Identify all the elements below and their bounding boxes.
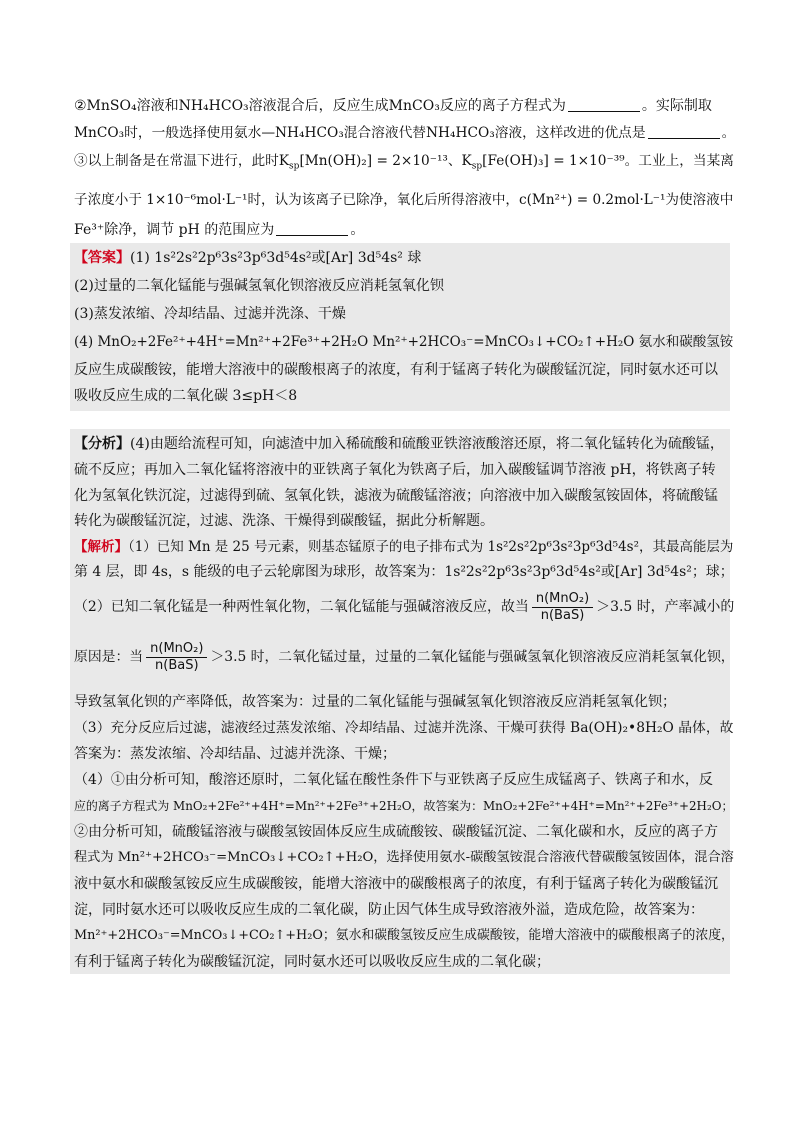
solution-text: （3）充分反应后过滤，滤液经过蒸发浓缩、冷却结晶、过滤并洗涤、干燥可获得 Ba(OH)₂•8H₂O 晶体，故 <box>74 720 734 736</box>
solution-text: 导致氢氧化钡的产率降低，故答案为：过量的二氧化锰能与强碱氢氧化钡溶液反应消耗氢氧化钡； <box>74 694 676 710</box>
question-text: 。 <box>350 222 365 238</box>
solution-text: （4）①由分析可知，酸溶还原时，二氧化锰在酸性条件下与亚铁离子反应生成锰离子、铁离子和水，反 <box>74 772 713 788</box>
answer-text: (3)蒸发浓缩、冷却结晶、过滤并洗涤、干燥 <box>74 306 346 322</box>
solution-line <box>74 848 734 868</box>
fraction-numerator: n(MnO₂) <box>146 641 207 658</box>
solution-line <box>74 537 733 557</box>
answer-line <box>74 276 444 296</box>
solution-text: 淀，同时氨水还可以吸收反应生成的二氧化碳，防止因气体生成导致溶液外溢，造成危险，故答案为： <box>74 902 704 918</box>
solution-text: （2）已知二氧化锰是一种两性氧化物，二氧化锰能与强碱溶液反应，故当 <box>74 599 529 615</box>
solution-line <box>74 822 718 842</box>
solution-tag: 【解析】 <box>74 539 128 555</box>
solution-line <box>74 692 676 712</box>
answer-text: 反应生成碳酸铵，能增大溶液中的碳酸根离子的浓度，有利于锰离子转化为碳酸锰沉淀，同时氨水还可以 <box>74 362 718 378</box>
solution-line <box>74 900 704 920</box>
fraction-numerator: n(MnO₂) <box>532 591 593 608</box>
question-text: MnCO₃时，一般选择使用氨水—NH₄HCO₃混合溶液代替NH₄HCO₃溶液，这样改进的优点是 <box>74 125 646 141</box>
solution-line <box>74 744 396 764</box>
question-text: ②MnSO₄溶液和NH₄HCO₃溶液混合后，反应生成MnCO₃反应的离子方程式为 <box>74 98 566 114</box>
question-text: 。 <box>721 125 736 141</box>
question-line <box>74 151 734 177</box>
question-line <box>74 190 733 210</box>
question-text: ③以上制备是在常温下进行，此时K <box>74 153 290 169</box>
solution-line <box>74 718 733 738</box>
answer-text: 吸收反应生成的二氧化碳 3≤pH＜8 <box>74 388 298 404</box>
subscript: sp <box>289 161 300 172</box>
fraction-denominator: n(BaS) <box>540 607 585 623</box>
solution-text: ＞3.5 时，产率减小的 <box>596 599 735 615</box>
solution-text: 程式为 Mn²⁺+2HCO₃⁻=MnCO₃↓+CO₂↑+H₂O，选择使用氨水-碳酸氢铵混合溶液代替碳酸氢铵固体，混合溶 <box>74 850 734 865</box>
solution-text: ②由分析可知，硫酸锰溶液与碳酸氢铵固体反应生成硫酸铵、碳酸锰沉淀、二氧化碳和水，反应的离子方 <box>74 824 718 840</box>
question-text: [Mn(OH)₂] = 2×10⁻¹³、K <box>299 153 472 169</box>
answer-line <box>74 304 346 324</box>
answer-blank <box>276 221 348 236</box>
answer-tag: 【答案】 <box>74 250 130 266</box>
analysis-line <box>74 460 716 480</box>
question-line <box>74 123 735 143</box>
solution-text: 液中氨水和碳酸氢铵反应生成碳酸铵，能增大溶液中的碳酸根离子的浓度，有利于锰离子转化为碳酸锰沉 <box>74 876 718 892</box>
solution-line <box>74 640 735 674</box>
mole-ratio-fraction <box>146 641 207 674</box>
analysis-line <box>74 434 724 454</box>
solution-line <box>74 562 734 582</box>
analysis-text: (4)由题给流程可知，向滤渣中加入稀硫酸和硫酸亚铁溶液酸溶还原，将二氧化锰转化为硫酸锰， <box>130 436 724 452</box>
analysis-text: 硫不反应；再加入二氧化锰将溶液中的亚铁离子氧化为铁离子后，加入碳酸锰调节溶液 pH，将铁离子转 <box>74 462 716 478</box>
solution-line <box>74 926 734 946</box>
solution-text: 原因是：当 <box>74 649 144 665</box>
question-text: 。实际制取 <box>641 98 712 114</box>
analysis-line <box>74 511 494 531</box>
solution-text: ＞3.5 时，二氧化锰过量，过量的二氧化锰能与强碱氢氧化钡溶液反应消耗氢氧化钡， <box>210 649 735 665</box>
solution-text: Mn²⁺+2HCO₃⁻=MnCO₃↓+CO₂↑+H₂O；氨水和碳酸氢铵反应生成碳酸铵，能增大溶液中的碳酸根离子的浓度， <box>74 928 734 943</box>
analysis-tag: 【分析】 <box>74 436 130 452</box>
answer-blank <box>648 124 720 139</box>
answer-blank <box>568 97 640 112</box>
analysis-text: 转化为碳酸锰沉淀，过滤、洗涤、干燥得到碳酸锰，据此分析解题。 <box>74 513 494 529</box>
question-line <box>74 220 364 240</box>
fraction-denominator: n(BaS) <box>155 657 199 673</box>
solution-line <box>74 590 734 624</box>
answer-line <box>74 332 733 352</box>
question-line <box>74 96 712 116</box>
subscript: sp <box>471 161 483 172</box>
question-text: [Fe(OH)₃] = 1×10⁻³⁹。工业上，当某离 <box>482 153 734 169</box>
solution-line <box>74 952 550 972</box>
solution-line <box>74 874 718 894</box>
answer-text: (1) 1s²2s²2p⁶3s²3p⁶3d⁵4s²或[Ar] 3d⁵4s² 球 <box>130 250 422 266</box>
solution-text: 应的离子方程式为 MnO₂+2Fe²⁺+4H⁺=Mn²⁺+2Fe³⁺+2H₂O，故答案为：MnO₂+2Fe²⁺+4H⁺=Mn²⁺+2Fe³⁺+2H₂O； <box>74 799 734 813</box>
solution-line <box>74 770 713 790</box>
answer-text: (2)过量的二氧化锰能与强碱氢氧化钡溶液反应消耗氢氧化钡 <box>74 278 444 294</box>
question-text: Fe³⁺除净，调节 pH 的范围应为 <box>74 222 275 238</box>
solution-text: （1）已知 Mn 是 25 号元素，则基态锰原子的电子排布式为 1s²2s²2p⁶3s²3p⁶3d⁵4s²，其最高能层为 <box>127 539 734 555</box>
solution-text: 有利于锰离子转化为碳酸锰沉淀，同时氨水还可以吸收反应生成的二氧化碳； <box>74 954 550 970</box>
analysis-line <box>74 486 718 506</box>
solution-text: 第 4 层，即 4s，s 能级的电子云轮廓图为球形，故答案为：1s²2s²2p⁶3s²3p⁶3d⁵4s²或[Ar] 3d⁵4s²；球； <box>74 564 734 580</box>
analysis-text: 化为氢氧化铁沉淀，过滤得到硫、氢氧化铁，滤液为硫酸锰溶液；向溶液中加入碳酸氢铵固体，将硫酸锰 <box>74 488 718 504</box>
solution-line <box>74 796 733 816</box>
answer-line <box>74 248 421 268</box>
mole-ratio-fraction <box>532 591 593 624</box>
question-text: 子浓度小于 1×10⁻⁶mol·L⁻¹时，认为该离子已除净，氧化后所得溶液中，c(Mn²⁺) = 0.2mol·L⁻¹为使溶液中 <box>74 192 734 208</box>
solution-text: 答案为：蒸发浓缩、冷却结晶、过滤并洗涤、干燥； <box>74 746 396 762</box>
answer-line <box>74 386 297 406</box>
answer-line <box>74 360 718 380</box>
answer-text: (4) MnO₂+2Fe²⁺+4H⁺=Mn²⁺+2Fe³⁺+2H₂O Mn²⁺+2HCO₃⁻=MnCO₃↓+CO₂↑+H₂O 氨水和碳酸氢铵 <box>74 334 734 350</box>
